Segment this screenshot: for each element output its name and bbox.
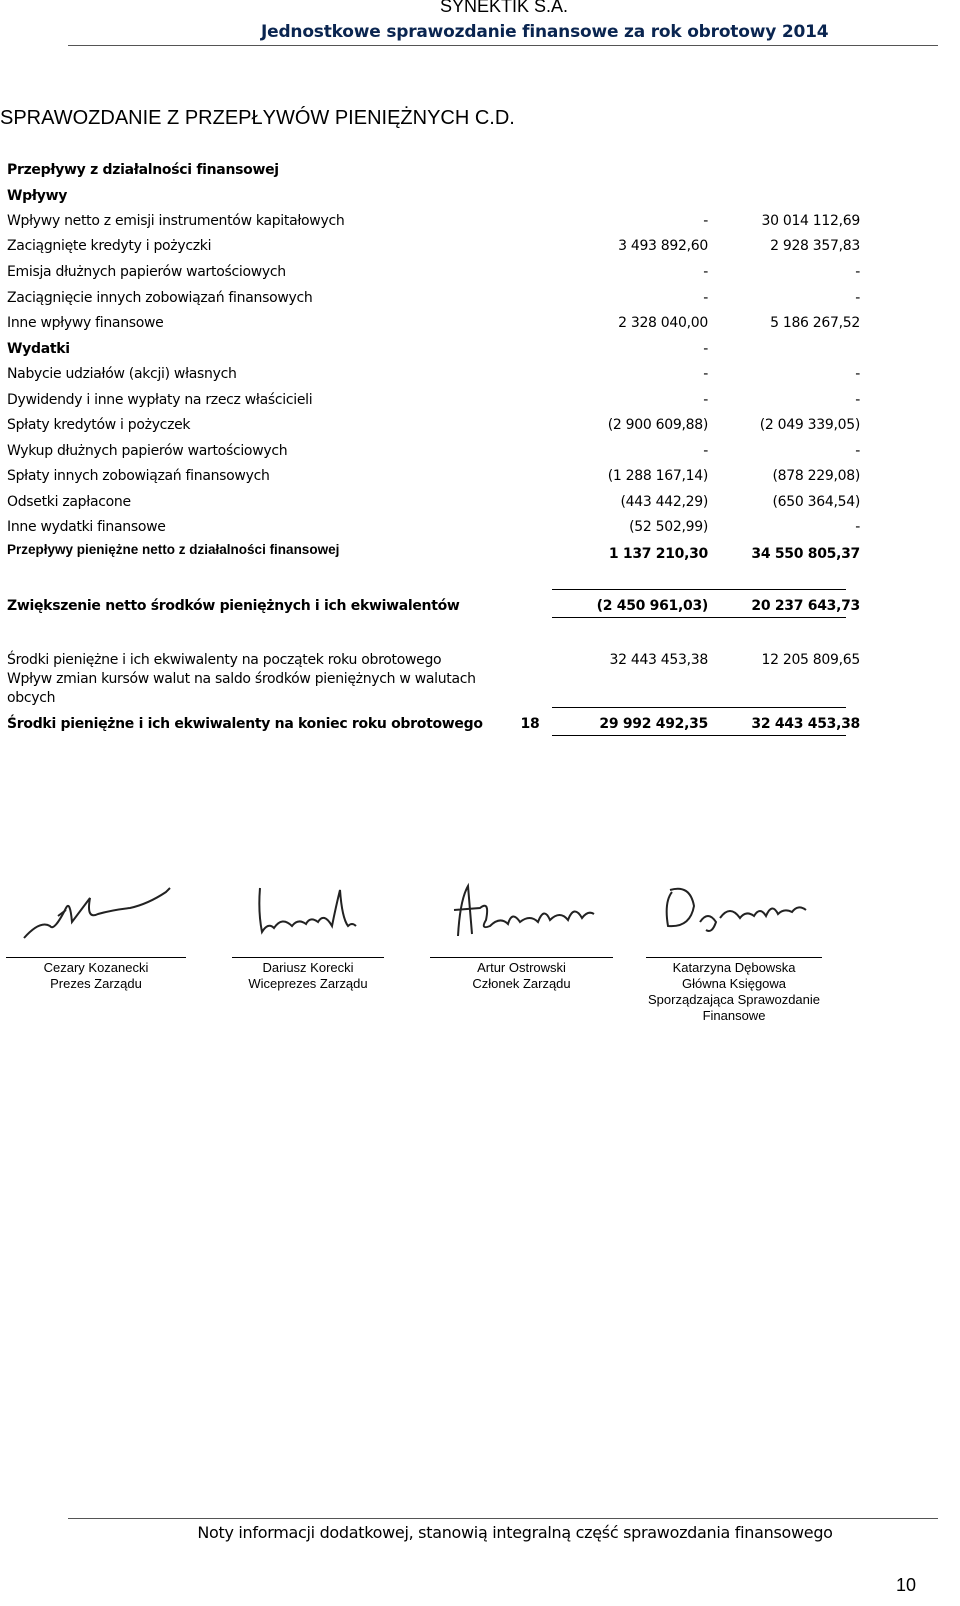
value-2014: 3 493 892,60 bbox=[618, 238, 708, 254]
page-number: 10 bbox=[895, 1575, 916, 1595]
table-row bbox=[0, 392, 960, 414]
signature-line bbox=[232, 957, 384, 958]
value-2013: - bbox=[855, 366, 860, 382]
value-2013: - bbox=[855, 392, 860, 408]
table-row bbox=[0, 519, 960, 541]
value-2013: - bbox=[855, 264, 860, 280]
value-2014: (443 442,29) bbox=[620, 494, 708, 510]
value-2013: 34 550 805,37 bbox=[751, 546, 860, 562]
value-2014: - bbox=[703, 264, 708, 280]
row-label: Środki pieniężne i ich ekwiwalenty na początek roku obrotowego bbox=[7, 652, 442, 668]
signatory-role: Prezes Zarządu bbox=[50, 976, 142, 991]
value-2013: 12 205 809,65 bbox=[761, 652, 860, 668]
footer-divider bbox=[68, 1518, 938, 1519]
value-2013: (878 229,08) bbox=[772, 468, 860, 484]
section-title: SPRAWOZDANIE Z PRZEPŁYWÓW PIENIĘŻNYCH C.D. bbox=[0, 107, 515, 129]
total-underline bbox=[552, 617, 846, 618]
row-label: Przepływy z działalności finansowej bbox=[7, 162, 279, 178]
row-label: Zaciągnięcie innych zobowiązań finansowych bbox=[7, 290, 313, 306]
table-row bbox=[0, 315, 960, 337]
signature-debowska bbox=[660, 882, 810, 938]
table-row bbox=[0, 443, 960, 465]
header-divider bbox=[68, 45, 938, 46]
table-row bbox=[0, 366, 960, 388]
row-label: Dywidendy i inne wypłaty na rzecz właścicieli bbox=[7, 392, 313, 408]
value-2014: 2 328 040,00 bbox=[618, 315, 708, 331]
value-2014: (2 450 961,03) bbox=[596, 598, 708, 614]
signatory-role: Członek Zarządu bbox=[472, 976, 571, 991]
value-2014: - bbox=[703, 213, 708, 229]
value-2013: 30 014 112,69 bbox=[761, 213, 860, 229]
table-row bbox=[0, 238, 960, 260]
table-row bbox=[0, 494, 960, 516]
table-row bbox=[0, 341, 960, 363]
value-2013: 32 443 453,38 bbox=[751, 716, 860, 732]
signature-kozanecki bbox=[20, 880, 180, 950]
table-row bbox=[0, 213, 960, 235]
total-underline bbox=[552, 589, 846, 590]
row-label: Inne wydatki finansowe bbox=[7, 519, 166, 535]
signature-line bbox=[646, 957, 822, 958]
row-label: obcych bbox=[7, 690, 56, 706]
table-row bbox=[0, 290, 960, 312]
signatory-role: Wiceprezes Zarządu bbox=[248, 976, 368, 991]
row-label: Wpływy bbox=[7, 188, 68, 204]
signatory-role: Główna Księgowa bbox=[681, 976, 787, 991]
signatory-3 bbox=[430, 960, 613, 992]
footer-note: Noty informacji dodatkowej, stanowią integralną część sprawozdania finansowego bbox=[197, 1523, 833, 1542]
value-2014: - bbox=[703, 366, 708, 382]
value-2014: 32 443 453,38 bbox=[609, 652, 708, 668]
signatory-role-line2: Sporządzająca Sprawozdanie bbox=[648, 992, 820, 1007]
value-2014: - bbox=[703, 290, 708, 306]
signatory-4 bbox=[626, 960, 842, 1024]
signatory-name: Artur Ostrowski bbox=[477, 960, 566, 975]
signatory-name: Dariusz Korecki bbox=[262, 960, 354, 975]
value-2014: - bbox=[703, 341, 708, 357]
value-2014: - bbox=[703, 392, 708, 408]
value-2013: 20 237 643,73 bbox=[751, 598, 860, 614]
signature-line bbox=[430, 957, 613, 958]
row-label: Wpływ zmian kursów walut na saldo środków pieniężnych w walutach bbox=[7, 671, 476, 687]
signature-line bbox=[6, 957, 186, 958]
row-label: Środki pieniężne i ich ekwiwalenty na koniec roku obrotowego bbox=[7, 716, 483, 732]
signatory-name: Katarzyna Dębowska bbox=[672, 960, 796, 975]
signature-ostrowski bbox=[450, 880, 600, 942]
row-label: Wpływy netto z emisji instrumentów kapitałowych bbox=[7, 213, 345, 229]
row-label: Wydatki bbox=[7, 341, 70, 357]
note-ref: 18 bbox=[520, 716, 540, 732]
row-label: Zaciągnięte kredyty i pożyczki bbox=[7, 238, 212, 254]
signatory-name: Cezary Kozanecki bbox=[43, 960, 149, 975]
value-2013: - bbox=[855, 443, 860, 459]
row-label: Odsetki zapłacone bbox=[7, 494, 131, 510]
row-label: Emisja dłużnych papierów wartościowych bbox=[7, 264, 286, 280]
company-name: SYNEKTIK S.A. bbox=[440, 0, 569, 16]
value-2014: - bbox=[703, 443, 708, 459]
row-label: Nabycie udziałów (akcji) własnych bbox=[7, 366, 237, 382]
net-financing-values bbox=[0, 546, 960, 568]
value-2013: 5 186 267,52 bbox=[770, 315, 860, 331]
value-2014: (52 502,99) bbox=[629, 519, 708, 535]
value-2014: (2 900 609,88) bbox=[607, 417, 708, 433]
value-2014: 29 992 492,35 bbox=[599, 716, 708, 732]
report-title: Jednostkowe sprawozdanie finansowe za rok obrotowy 2014 bbox=[261, 22, 829, 42]
value-2013: - bbox=[855, 290, 860, 306]
value-2013: 2 928 357,83 bbox=[770, 238, 860, 254]
value-2013: - bbox=[855, 519, 860, 535]
signatory-1 bbox=[6, 960, 186, 992]
table-row bbox=[0, 264, 960, 286]
row-label: Inne wpływy finansowe bbox=[7, 315, 164, 331]
value-2014: (1 288 167,14) bbox=[607, 468, 708, 484]
signatory-2 bbox=[232, 960, 384, 992]
signature-korecki bbox=[252, 882, 372, 942]
row-label: Spłaty kredytów i pożyczek bbox=[7, 417, 191, 433]
table-row bbox=[0, 188, 960, 210]
value-2013: (2 049 339,05) bbox=[759, 417, 860, 433]
value-2014: 1 137 210,30 bbox=[608, 546, 708, 562]
row-label: Zwiększenie netto środków pieniężnych i ich ekwiwalentów bbox=[7, 598, 460, 614]
table-row bbox=[0, 417, 960, 439]
row-label: Wykup dłużnych papierów wartościowych bbox=[7, 443, 288, 459]
signatory-role-line3: Finansowe bbox=[702, 1008, 766, 1023]
total-underline bbox=[552, 707, 846, 708]
table-row bbox=[0, 468, 960, 490]
fx-effect-row-cont bbox=[0, 690, 960, 712]
row-label: Przepływy pieniężne netto z działalności finansowej bbox=[7, 542, 340, 557]
table-row bbox=[0, 162, 960, 184]
row-label: Spłaty innych zobowiązań finansowych bbox=[7, 468, 270, 484]
total-underline bbox=[552, 735, 846, 736]
value-2013: (650 364,54) bbox=[772, 494, 860, 510]
